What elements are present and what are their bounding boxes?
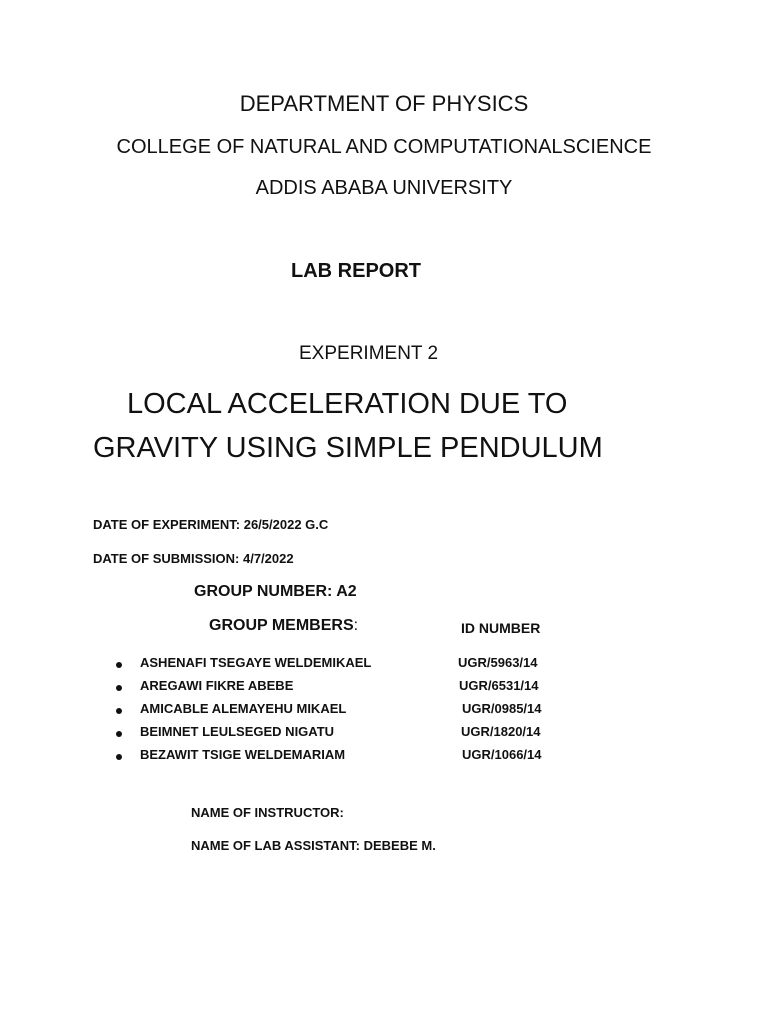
bullet-icon xyxy=(116,754,122,760)
experiment-number: EXPERIMENT 2 xyxy=(299,343,439,364)
group-members-label: GROUP MEMBERS xyxy=(209,617,354,634)
member-name: AMICABLE ALEMAYEHU MIKAEL xyxy=(140,701,347,716)
member-id: UGR/1820/14 xyxy=(461,724,541,739)
bullet-icon xyxy=(116,662,122,668)
group-members-heading xyxy=(209,617,358,635)
group-members-colon: : xyxy=(353,617,359,634)
member-name: ASHENAFI TSEGAYE WELDEMIKAEL xyxy=(140,655,372,670)
bullet-icon xyxy=(116,708,122,714)
college-heading: COLLEGE OF NATURAL AND COMPUTATIONALSCIENCE xyxy=(116,136,652,158)
member-name: BEIMNET LEULSEGED NIGATU xyxy=(140,724,335,739)
report-title-line-2: GRAVITY USING SIMPLE PENDULUM xyxy=(93,432,603,464)
department-heading: DEPARTMENT OF PHYSICS xyxy=(239,91,529,116)
bullet-icon xyxy=(116,731,122,737)
lab-assistant-name: NAME OF LAB ASSISTANT: DEBEBE M. xyxy=(191,838,436,853)
member-name: AREGAWI FIKRE ABEBE xyxy=(140,678,294,693)
member-id: UGR/1066/14 xyxy=(462,747,542,762)
bullet-icon xyxy=(116,685,122,691)
report-label: LAB REPORT xyxy=(291,260,421,282)
group-number: GROUP NUMBER: A2 xyxy=(194,583,357,600)
report-title-line-1: LOCAL ACCELERATION DUE TO xyxy=(127,388,568,420)
date-of-submission: DATE OF SUBMISSION: 4/7/2022 xyxy=(93,551,294,566)
id-number-heading: ID NUMBER xyxy=(461,620,541,636)
date-of-experiment: DATE OF EXPERIMENT: 26/5/2022 G.C xyxy=(93,517,329,532)
member-id: UGR/5963/14 xyxy=(458,655,538,670)
member-name: BEZAWIT TSIGE WELDEMARIAM xyxy=(140,747,346,762)
member-id: UGR/6531/14 xyxy=(459,678,539,693)
instructor-name: NAME OF INSTRUCTOR: xyxy=(191,805,344,820)
university-heading: ADDIS ABABA UNIVERSITY xyxy=(255,177,513,199)
member-id: UGR/0985/14 xyxy=(462,701,542,716)
